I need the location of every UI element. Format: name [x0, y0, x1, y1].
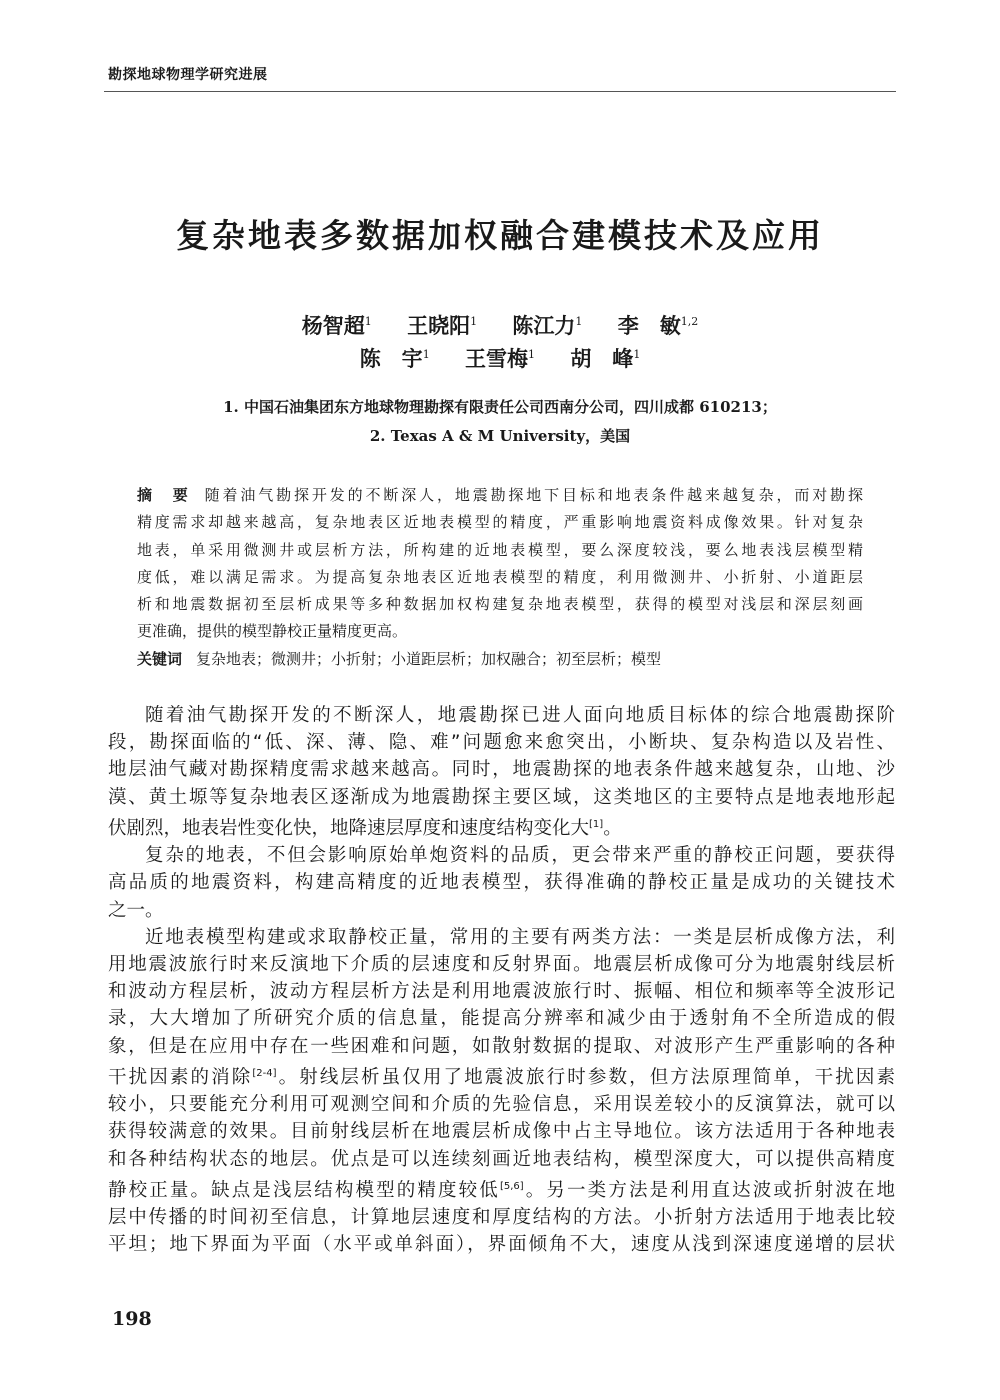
keywords: [137, 646, 863, 673]
body-line: 近地表模型构建或求取静校正量，常用的主要有两类方法：一类是层析成像方法，利: [145, 926, 895, 948]
author-name: 陈 宇: [359, 346, 423, 371]
body-line: 较小，只要能充分利用可观测空间和介质的先验信息，采用误差较小的反演算法，就可以: [108, 1094, 895, 1116]
body-line: [108, 1060, 895, 1091]
body-text-span: 。另一类方法是利用直达波或折射波在地: [523, 1179, 895, 1201]
author: [512, 313, 582, 338]
author-sup: 1: [422, 348, 430, 361]
body-line: [108, 811, 895, 842]
author-name: 胡 峰: [570, 346, 634, 371]
affiliation-2: 2. Texas A & M University，美国: [369, 427, 631, 445]
body-line: 层中传播的时间初至信息，计算地层速度和厚度结构的方法。小折射方法适用于地表比较: [108, 1207, 895, 1229]
paper-title: 复杂地表多数据加权融合建模技术及应用: [176, 216, 824, 255]
author: [570, 346, 640, 371]
author-sup: 1: [470, 315, 478, 328]
citation: [5,6]: [499, 1180, 524, 1192]
body-text: [108, 702, 895, 1259]
citation: [1]: [589, 818, 604, 830]
body-line: 之一。: [108, 899, 164, 921]
body-line: 段，勘探面临的“低、深、薄、隐、难”问题愈来愈突出，小断块、复杂构造以及岩性、: [108, 732, 895, 754]
body-text-span: 干扰因素的消除: [108, 1066, 253, 1088]
body-line: 和波动方程层析，波动方程层析方法是利用地震波旅行时、振幅、相位和频率等全波形记: [108, 981, 895, 1003]
abstract-text: 随着油气勘探开发的不断深人，地震勘探地下目标和地表条件越来越复杂，而对勘探: [204, 486, 863, 504]
abstract-line: 更准确，提供的模型静校正量精度更高。: [137, 622, 408, 641]
body-text-span: 。射线层析虽仅用了地震波旅行时参数，但方法原理简单，干扰因素: [276, 1066, 895, 1088]
journal-header: 勘探地球物理学研究进展: [108, 67, 268, 83]
body-line: 用地震波旅行时来反演地下介质的层速度和反射界面。地震层析成像可分为地震射线层析: [108, 953, 895, 975]
page-number: 198: [112, 1308, 152, 1330]
author-sup: 1: [633, 348, 641, 361]
author-sup: 1: [528, 348, 535, 361]
body-line: 平坦；地下界面为平面（水平或单斜面），界面倾角不大，速度从浅到深速度递增的层状: [108, 1234, 895, 1256]
abstract-line: [137, 482, 863, 509]
body-text-span: 。: [603, 817, 622, 839]
body-line: [108, 1173, 895, 1204]
abstract-line: 地表，单采用微测井或层析方法，所构建的近地表模型，要么深度较浅，要么地表浅层模型精: [137, 540, 863, 559]
author-name: 李 敏: [617, 313, 681, 338]
body-line: 和各种结构状态的地层。优点是可以连续刻画近地表结构，模型深度大，可以提供高精度: [108, 1148, 895, 1170]
body-line: 象，但是在应用中存在一些困难和问题，如散射数据的提取、对波形产生严重影响的各种: [108, 1035, 895, 1057]
author-name: 王晓阳: [407, 313, 471, 338]
body-line: 漠、黄土塬等复杂地表区逐渐成为地震勘探主要区域，这类地区的主要特点是地表地形起: [108, 786, 895, 808]
keywords-label: 关键词: [137, 649, 183, 668]
abstract-line: 度低，难以满足需求。为提高复杂地表区近地表模型的精度，利用微测井、小折射、小道距层: [137, 567, 863, 586]
body-text-span: 静校正量。缺点是浅层结构模型的精度较低: [108, 1179, 500, 1201]
body-line: 高品质的地震资料，构建高精度的近地表模型，获得准确的静校正量是成功的关键技术: [108, 872, 895, 894]
author: [302, 313, 372, 338]
abstract: [137, 482, 863, 673]
author: [360, 346, 430, 371]
abstract-line: 精度需求却越来越高，复杂地表区近地表模型的精度，严重影响地震资料成像效果。针对复杂: [137, 513, 863, 532]
body-line: 获得较满意的效果。目前射线层析在地震层析成像中占主导地位。该方法适用于各种地表: [108, 1121, 895, 1143]
abstract-line: 析和地震数据初至层析成果等多种数据加权构建复杂地表模型，获得的模型对浅层和深层刻画: [137, 595, 863, 614]
keywords-text: 复杂地表；微测井；小折射；小道距层析；加权融合；初至层析；模型: [196, 649, 662, 668]
author-name: 王雪梅: [465, 346, 528, 371]
author: [618, 313, 699, 338]
author-sup: 1: [364, 315, 372, 328]
body-line: 录，大大增加了所研究介质的信息量，能提高分辨率和减少由于透射角不全所造成的假: [108, 1008, 895, 1030]
body-line: 随着油气勘探开发的不断深人，地震勘探已进人面向地质目标体的综合地震勘探阶: [145, 705, 895, 726]
citation: [2-4]: [252, 1067, 277, 1079]
author-line-1: [0, 310, 1000, 340]
body-line: 复杂的地表，不但会影响原始单炮资料的品质，更会带来严重的静校正问题，要获得: [145, 845, 895, 867]
author-line-2: [0, 343, 1000, 373]
author-sup: 1: [575, 315, 583, 328]
body-line: 地层油气藏对勘探精度需求越来越高。同时，地震勘探的地表条件越来越复杂，山地、沙: [108, 759, 895, 781]
author-name: 陈江力: [512, 313, 576, 338]
abstract-label: 摘 要: [137, 486, 191, 504]
author: [465, 346, 535, 371]
author: [407, 313, 477, 338]
affiliation-1: 1. 中国石油集团东方地球物理勘探有限责任公司西南分公司，四川成都 610213；: [223, 398, 777, 416]
header-rule: [104, 91, 896, 92]
author-sup: 1,2: [680, 315, 699, 328]
author-name: 杨智超: [301, 313, 365, 338]
body-text-span: 伏剧烈，地表岩性变化快，地降速层厚度和速度结构变化大: [108, 817, 590, 839]
